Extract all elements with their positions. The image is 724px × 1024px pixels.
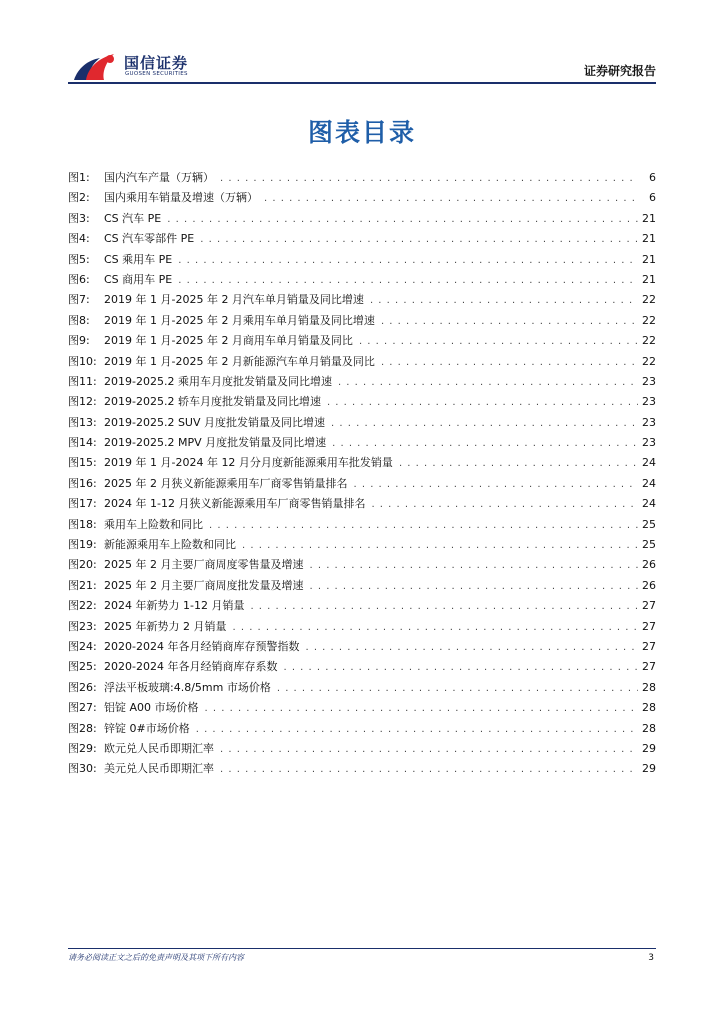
report-type-label: 证券研究报告: [583, 64, 656, 78]
toc-entry-label: 图8:: [68, 313, 90, 327]
toc-entry-title: 2019 年 1 月-2025 年 2 月新能源汽车单月销量及同比: [104, 354, 375, 368]
toc-entry-title: 2020-2024 年各月经销商库存系数: [104, 660, 278, 674]
toc-entry-label: 图26:: [68, 680, 97, 694]
toc-dot-leader: [327, 393, 638, 413]
toc-entry-title: 2019 年 1 月-2025 年 2 月乘用车单月销量及同比增速: [104, 313, 375, 327]
toc-entry-label: 图24:: [68, 639, 97, 653]
toc-dot-leader: [283, 658, 638, 678]
toc-entry-title: 锌锭 0#市场价格: [104, 721, 190, 735]
toc-entry[interactable]: [68, 392, 656, 412]
logo-text-cn: 国信证券: [124, 54, 189, 72]
toc-entry-page: 29: [642, 741, 656, 755]
toc-entry-label: 图11:: [68, 374, 97, 388]
toc-entry-page: 22: [642, 354, 656, 368]
toc-dot-leader: [371, 495, 638, 515]
toc-entry[interactable]: [68, 555, 656, 575]
toc-entry-title: 2019 年 1 月-2025 年 2 月汽车单月销量及同比增速: [104, 293, 364, 307]
toc-dot-leader: [250, 597, 638, 617]
toc-dot-leader: [178, 251, 638, 271]
toc-entry[interactable]: [68, 739, 656, 759]
toc-entry-label: 图29:: [68, 741, 97, 755]
toc-dot-leader: [220, 760, 638, 780]
toc-entry-title: 新能源乘用车上险数和同比: [104, 538, 236, 552]
toc-dot-leader: [309, 556, 638, 576]
header-divider: [68, 82, 656, 84]
toc-entry[interactable]: [68, 719, 656, 739]
toc-entry-page: 29: [642, 762, 656, 776]
toc-entry-title: 2019-2025.2 轿车月度批发销量及同比增速: [104, 395, 321, 409]
toc-entry[interactable]: [68, 494, 656, 514]
toc-entry-label: 图21:: [68, 578, 97, 592]
toc-entry-label: 图17:: [68, 497, 97, 511]
toc-entry-page: 23: [642, 436, 656, 450]
toc-entry-page: 22: [642, 313, 656, 327]
toc-entry-title: 2019-2025.2 MPV 月度批发销量及同比增速: [104, 436, 327, 450]
toc-entry-label: 图1:: [68, 171, 90, 184]
toc-entry-page: 6: [649, 171, 656, 184]
toc-entry-page: 22: [642, 334, 656, 348]
toc-entry[interactable]: [68, 290, 656, 310]
toc-dot-leader: [331, 414, 638, 434]
toc-dot-leader: [232, 618, 638, 638]
toc-entry-title: 2019-2025.2 乘用车月度批发销量及同比增速: [104, 374, 332, 388]
toc-entry-page: 22: [642, 293, 656, 307]
toc-entry-title: 欧元兑人民币即期汇率: [104, 741, 214, 755]
toc-entry[interactable]: [68, 596, 656, 616]
guosen-logo: [70, 50, 230, 86]
figure-toc-list: [68, 168, 656, 780]
toc-entry[interactable]: [68, 474, 656, 494]
toc-entry-title: 2025 年 2 月狭义新能源乘用车厂商零售销量排名: [104, 476, 348, 490]
toc-dot-leader: [242, 536, 638, 556]
toc-dot-leader: [332, 434, 638, 454]
toc-dot-leader: [359, 332, 638, 352]
toc-entry-page: 23: [642, 374, 656, 388]
toc-entry-page: 26: [642, 578, 656, 592]
toc-entry-label: 图20:: [68, 558, 97, 572]
toc-dot-leader: [178, 271, 638, 291]
toc-entry-title: 2020-2024 年各月经销商库存预警指数: [104, 639, 300, 653]
toc-entry[interactable]: [68, 270, 656, 290]
toc-dot-leader: [264, 189, 638, 209]
toc-entry-title: 乘用车上险数和同比: [104, 517, 203, 531]
toc-entry-label: 图15:: [68, 456, 97, 470]
toc-entry-label: 图30:: [68, 762, 97, 776]
toc-entry-title: CS 商用车 PE: [104, 272, 173, 286]
toc-entry-label: 图12:: [68, 395, 97, 409]
toc-entry[interactable]: [68, 453, 656, 473]
toc-entry-title: 铝锭 A00 市场价格: [104, 701, 199, 715]
toc-entry[interactable]: [68, 657, 656, 677]
toc-dot-leader: [196, 720, 638, 740]
toc-entry-page: 21: [642, 252, 656, 266]
toc-dot-leader: [220, 169, 638, 189]
guosen-logo-mark-icon: [70, 50, 120, 84]
toc-dot-leader: [370, 291, 638, 311]
footer-disclaimer: 请务必阅读正文之后的免责声明及其项下所有内容: [68, 953, 244, 962]
toc-entry-label: 图14:: [68, 436, 97, 450]
toc-entry-title: 浮法平板玻璃:4.8/5mm 市场价格: [104, 680, 271, 694]
footer-divider: [68, 948, 656, 949]
toc-entry[interactable]: [68, 617, 656, 637]
toc-entry-page: 27: [642, 599, 656, 613]
toc-entry[interactable]: [68, 168, 656, 188]
toc-entry-page: 6: [649, 191, 656, 205]
toc-entry-title: 2019 年 1 月-2025 年 2 月商用车单月销量及同比: [104, 334, 353, 348]
toc-entry-page: 23: [642, 415, 656, 429]
toc-entry-label: 图23:: [68, 619, 97, 633]
toc-entry-page: 21: [642, 211, 656, 225]
toc-entry-label: 图10:: [68, 354, 97, 368]
toc-entry-label: 图13:: [68, 415, 97, 429]
toc-entry[interactable]: [68, 759, 656, 779]
toc-entry-page: 28: [642, 701, 656, 715]
toc-entry[interactable]: [68, 678, 656, 698]
toc-entry-title: 2025 年 2 月主要厂商周度零售量及增速: [104, 558, 304, 572]
toc-entry[interactable]: [68, 209, 656, 229]
toc-entry-page: 21: [642, 272, 656, 286]
toc-entry-label: 图25:: [68, 660, 97, 674]
toc-dot-leader: [338, 373, 638, 393]
toc-entry-label: 图27:: [68, 701, 97, 715]
toc-dot-leader: [220, 740, 638, 760]
toc-dot-leader: [205, 699, 638, 719]
toc-entry[interactable]: [68, 372, 656, 392]
toc-entry-label: 图6:: [68, 272, 90, 286]
toc-entry-label: 图2:: [68, 191, 90, 205]
toc-entry[interactable]: [68, 229, 656, 249]
toc-dot-leader: [309, 577, 638, 597]
toc-entry[interactable]: [68, 698, 656, 718]
toc-entry[interactable]: [68, 413, 656, 433]
toc-entry-label: 图18:: [68, 517, 97, 531]
toc-entry-page: 24: [642, 456, 656, 470]
toc-entry[interactable]: [68, 637, 656, 657]
toc-entry[interactable]: [68, 331, 656, 351]
toc-entry-title: 美元兑人民币即期汇率: [104, 762, 214, 776]
toc-dot-leader: [381, 353, 638, 373]
toc-entry-page: 23: [642, 395, 656, 409]
toc-dot-leader: [209, 516, 638, 536]
toc-entry-label: 图28:: [68, 721, 97, 735]
toc-entry-label: 图3:: [68, 211, 90, 225]
toc-entry-title: 2025 年 2 月主要厂商周度批发量及增速: [104, 578, 304, 592]
toc-entry-page: 21: [642, 232, 656, 246]
page-title: 图表目录: [307, 118, 416, 147]
page-number: 3: [648, 953, 654, 963]
toc-dot-leader: [167, 210, 638, 230]
toc-entry[interactable]: [68, 250, 656, 270]
toc-entry-title: CS 乘用车 PE: [104, 252, 173, 266]
toc-entry-page: 25: [642, 538, 656, 552]
toc-entry-label: 图7:: [68, 293, 90, 307]
toc-entry-title: 2024 年 1-12 月狭义新能源乘用车厂商零售销量排名: [104, 497, 366, 511]
toc-entry-page: 25: [642, 517, 656, 531]
toc-entry-label: 图5:: [68, 252, 90, 266]
toc-dot-leader: [305, 638, 638, 658]
toc-entry-title: 国内乘用车销量及增速（万辆）: [104, 191, 258, 205]
toc-entry-page: 28: [642, 721, 656, 735]
toc-entry-page: 24: [642, 476, 656, 490]
toc-dot-leader: [381, 312, 638, 332]
logo-text-en: GUOSEN SECURITIES: [125, 71, 188, 77]
toc-entry-title: 2019-2025.2 SUV 月度批发销量及同比增速: [104, 415, 326, 429]
toc-entry-title: 2025 年新势力 2 月销量: [104, 619, 227, 633]
toc-entry-label: 图16:: [68, 476, 97, 490]
toc-entry-page: 24: [642, 497, 656, 511]
toc-entry-label: 图22:: [68, 599, 97, 613]
toc-entry[interactable]: [68, 352, 656, 372]
toc-entry-page: 27: [642, 619, 656, 633]
toc-entry-label: 图9:: [68, 334, 90, 348]
toc-entry[interactable]: [68, 576, 656, 596]
toc-entry-page: 26: [642, 558, 656, 572]
toc-dot-leader: [277, 679, 638, 699]
toc-entry-page: 27: [642, 639, 656, 653]
toc-entry[interactable]: [68, 515, 656, 535]
toc-entry-page: 28: [642, 680, 656, 694]
toc-entry[interactable]: [68, 535, 656, 555]
toc-entry-page: 27: [642, 660, 656, 674]
toc-dot-leader: [200, 230, 638, 250]
toc-dot-leader: [353, 475, 638, 495]
toc-entry-title: 2019 年 1 月-2024 年 12 月分月度新能源乘用车批发销量: [104, 456, 393, 470]
toc-entry-title: CS 汽车零部件 PE: [104, 232, 195, 246]
toc-entry-title: 国内汽车产量（万辆）: [104, 171, 214, 184]
toc-entry[interactable]: [68, 433, 656, 453]
toc-entry-label: 图4:: [68, 232, 90, 246]
toc-entry-title: CS 汽车 PE: [104, 211, 162, 225]
toc-entry-label: 图19:: [68, 538, 97, 552]
toc-entry[interactable]: [68, 311, 656, 331]
toc-entry[interactable]: [68, 188, 656, 208]
toc-dot-leader: [399, 454, 638, 474]
toc-entry-title: 2024 年新势力 1-12 月销量: [104, 599, 245, 613]
page-header: [0, 0, 724, 90]
